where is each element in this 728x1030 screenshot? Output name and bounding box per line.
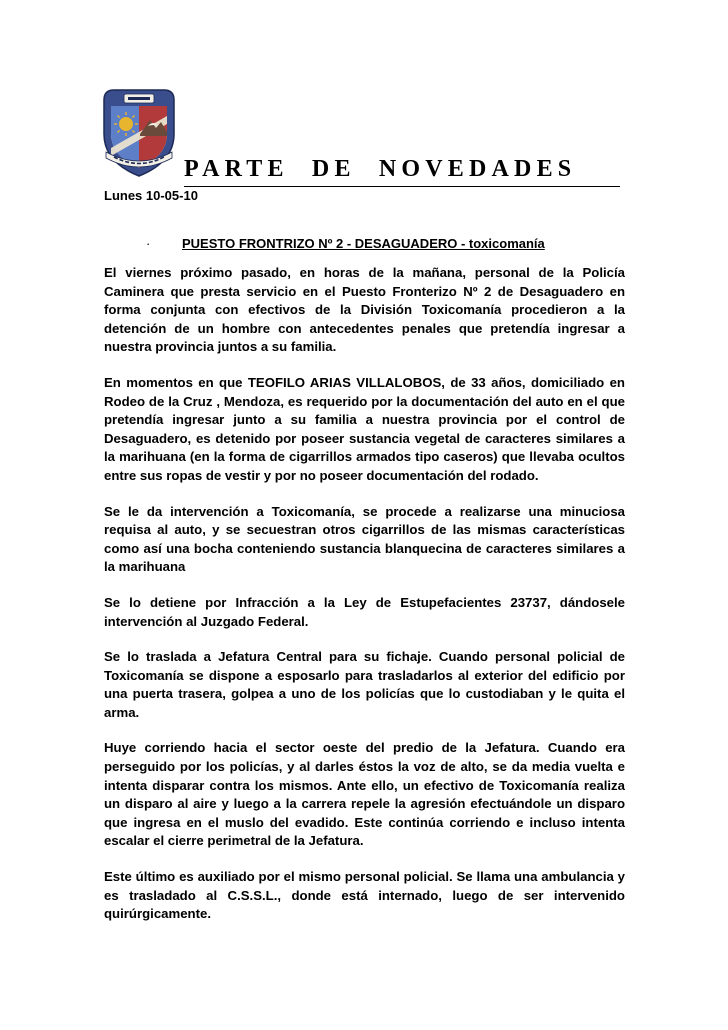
police-crest-icon bbox=[100, 86, 178, 178]
date-line: Lunes 10-05-10 bbox=[104, 188, 198, 203]
paragraph: Se le da intervención a Toxicomanía, se procede a realizarse una minuciosa requisa al auto, y se secuestran otros cigarrillos de las mismas características como así una bocha conteniendo sustancia blanquecina de caracteres similares a la marihuana bbox=[104, 503, 625, 575]
section-heading-text: PUESTO FRONTRIZO Nº 2 - DESAGUADERO - toxicomanía bbox=[182, 236, 545, 251]
bullet-marker: · bbox=[146, 236, 151, 251]
paragraph: Se lo traslada a Jefatura Central para su fichaje. Cuando personal policial de Toxicomanía se dispone a esposarlo para trasladarlos al exterior del edificio por una puerta trasera, golpea a uno de los policías que lo custodiaban y le quita el arma. bbox=[104, 649, 625, 720]
paragraph: En momentos en que TEOFILO ARIAS VILLALOBOS, de 33 años, domiciliado en Rodeo de la Cruz , Mendoza, es requerido por la documentación del auto en el que pretendía ingresar junto a su familia a nuestra provincia por el control de Desaguadero, es detenido por poseer sustancia vegetal de caracteres similares a la marihuana (en la forma de cigarrillos armados tipo caseros) que llevaba ocultos entre sus ropas de vestir y por no poseer documentación del rodado. bbox=[104, 374, 625, 483]
title-underline bbox=[184, 186, 620, 187]
paragraph: Se lo detiene por Infracción a la Ley de Estupefacientes 23737, dándosele intervención al Juzgado Federal. bbox=[104, 594, 625, 629]
paragraph: El viernes próximo pasado, en horas de la mañana, personal de la Policía Caminera que presta servicio en el Puesto Fronterizo Nº 2 de Desaguadero en forma conjunta con efectivos de la División Toxicomanía procedieron a la detención de un hombre con antecedentes penales que pretendía ingresar a nuestra provincia juntos a su familia. bbox=[104, 265, 625, 355]
section-heading bbox=[146, 236, 545, 251]
paragraph: Huye corriendo hacia el sector oeste del predio de la Jefatura. Cuando era perseguido por los policías, y al darles éstos la voz de alto, se da media vuelta e intenta disparar contra los mismos. Ante ello, un efectivo de Toxicomanía realiza un disparo al aire y luego a la carrera repele la agresión efectuándole un disparo que ingresa en el muslo del evadido. Este continúa corriendo e incluso intenta escalar el cierre perimetral de la Jefatura. bbox=[104, 740, 625, 849]
paragraph: Este último es auxiliado por el mismo personal policial. Se llama una ambulancia y es trasladado al C.S.S.L., donde está internado, luego de ser intervenido quirúrgicamente. bbox=[104, 869, 625, 922]
document-body bbox=[104, 264, 625, 941]
document-title: PARTE DE NOVEDADES bbox=[184, 156, 577, 182]
